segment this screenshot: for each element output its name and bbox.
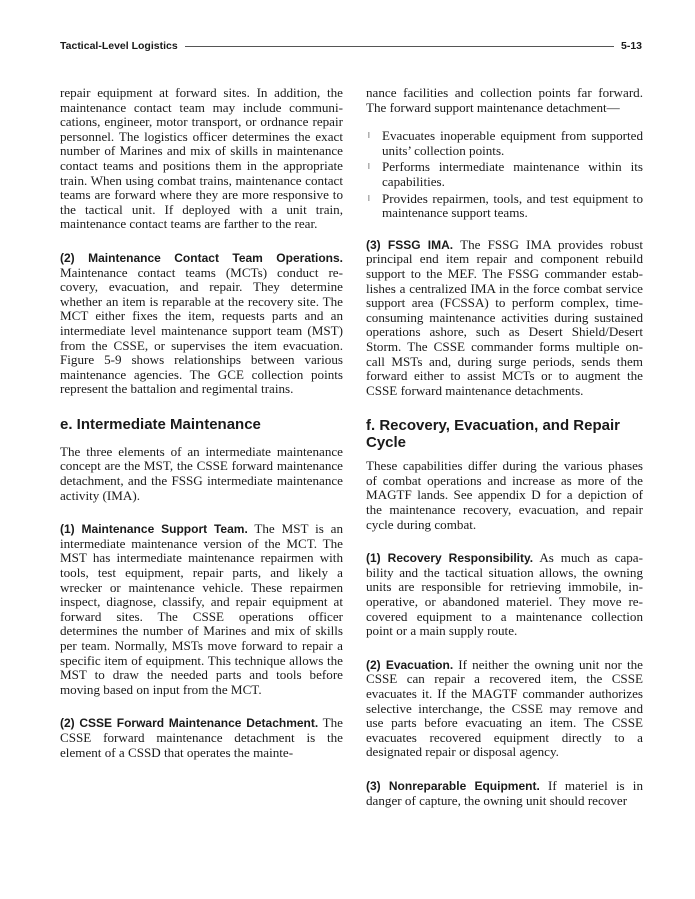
section-heading-e: e. Intermediate Maintenance <box>60 415 261 433</box>
paragraph-recovery-responsibility <box>366 551 643 639</box>
bullet-icon: l <box>368 193 370 203</box>
bullet-icon: l <box>368 162 370 172</box>
right-column <box>366 86 643 808</box>
subheading-nonreparable: (3) Nonreparable Equipment. <box>366 778 540 793</box>
paragraph-intermediate-intro: The three elements of an intermediate maintenance concept are the MST, the CSSE forward maintenance detachment, and the FSSG intermediate maintenance activity (IMA). <box>60 443 343 503</box>
paragraph-nonreparable <box>366 779 643 808</box>
running-header <box>60 38 642 54</box>
nonreparable-body: If materiel is in danger of capture, the owning unit should recover <box>366 777 643 808</box>
fssg-ima-body: The FSSG IMA provides robust principal end item repair and component rebuild support to the MEF. The FSSG commander establishes a centralized IMA in the force combat service support area (FCSSA) to perform complex, time-consuming maintenance activities during sustained operations ashore, such as Desert Shield/Desert Storm. The CSSE commander forms multiple on-call MSTs and, during surge periods, sends them forward either to assist MCTs or to augment the CSSE forward maintenance detachments. <box>366 236 643 398</box>
paragraph-csse-forward <box>60 716 343 760</box>
subheading-csse-forward: (2) CSSE Forward Maintenance Detachment. <box>60 716 319 731</box>
bullet-item: l Performs intermediate maintenance within its capabilities. <box>368 159 643 189</box>
subheading-mct-operations: (2) Maintenance Contact Team Operations. <box>60 250 343 265</box>
paragraph-mst <box>60 522 343 697</box>
section-heading-f: f. Recovery, Evacuation, and Repair Cycle <box>366 417 620 452</box>
left-column <box>60 86 343 760</box>
paragraph-recovery-intro: These capabilities differ during the various phases of combat operations and increase as more of the MAGTF lands. See appendix D for a depiction of the maintenance recovery, evacuation, and repair cycle during combat. <box>366 458 643 532</box>
bullet-icon: l <box>368 131 370 141</box>
recovery-body: As much as capability and the tactical situation allows, the owning units are responsible for retrieving immobile, inoperative, or abandoned materiel. They move recovered equipment to a maintenance collection point or a main supply route. <box>366 550 643 639</box>
header-rule <box>185 46 614 47</box>
csse-forward-body: The CSSE forward maintenance detachment is the element of a CSSD that operates the mainte- <box>60 715 343 760</box>
evacuation-body: If neither the owning unit nor the CSSE can repair a recovered item, the CSSE evacuates it. If the MAGTF commander authorizes selective interchange, the CSSE may remove and use parts before evacuating an item. The CSSE evacuates recovered equipment directly to a designated repair or disposal agency. <box>366 656 643 760</box>
mct-operations-body: Maintenance contact teams (MCTs) conduct recovery, evacuation, and repair. They determine whether an item is reparable at the recovery site. The MCT either fixes the item, requests parts and an intermediate level maintenance support team (MST) from the CSSE, or supervises the item evacuation. Figure 5-9 shows relationships between various maintenance agencies. The GCE collection points represent the battalion and regimental trains. <box>60 264 343 397</box>
paragraph-fssg-ima <box>366 238 643 399</box>
subheading-recovery-responsibility: (1) Recovery Responsibility. <box>366 551 534 566</box>
page-number: 5-13 <box>620 40 642 52</box>
bullet-list <box>366 129 643 221</box>
paragraph-mct-operations <box>60 251 343 397</box>
subheading-fssg-ima: (3) FSSG IMA. <box>366 237 454 252</box>
bullet-item: l Evacuates inoperable equipment from supported units’ collection points. <box>368 128 643 158</box>
paragraph-continued-right: nance facilities and collection points far forward. The forward support maintenance detachment— <box>366 85 643 115</box>
subheading-mst: (1) Maintenance Support Team. <box>60 522 248 537</box>
subheading-evacuation: (2) Evacuation. <box>366 657 454 672</box>
paragraph-continued: repair equipment at forward sites. In addition, the maintenance contact team may include communications, engineer, motor transport, or ordnance repair personnel. The logistics officer determines the exact number of Marines and mix of skills in maintenance contact teams and positions them in the appropriate train. When using combat trains, maintenance contact teams are forward where they are more responsive to the tactical unit. If deployed with a unit train, maintenance contact teams are farther to the rear. <box>60 85 343 232</box>
mst-body: The MST is an intermediate maintenance version of the MCT. The MST has intermediate maintenance repairmen with tools, test equipment, repair parts, and likely a wrecker or maintenance vehicle. These repairmen inspect, diagnose, classify, and repair equipment at forward sites. The CSSE operations officer determines the number of Marines and mix of skills per team. Normally, MSTs move forward to repair a specific item of equipment. This technique allows the MST to draw the needed parts and tools before moving based on input from the MCT. <box>60 521 343 697</box>
paragraph-evacuation <box>366 658 643 760</box>
running-title: Tactical-Level Logistics <box>60 40 178 52</box>
bullet-item: l Provides repairmen, tools, and test equipment to maintenance support teams. <box>368 190 643 221</box>
